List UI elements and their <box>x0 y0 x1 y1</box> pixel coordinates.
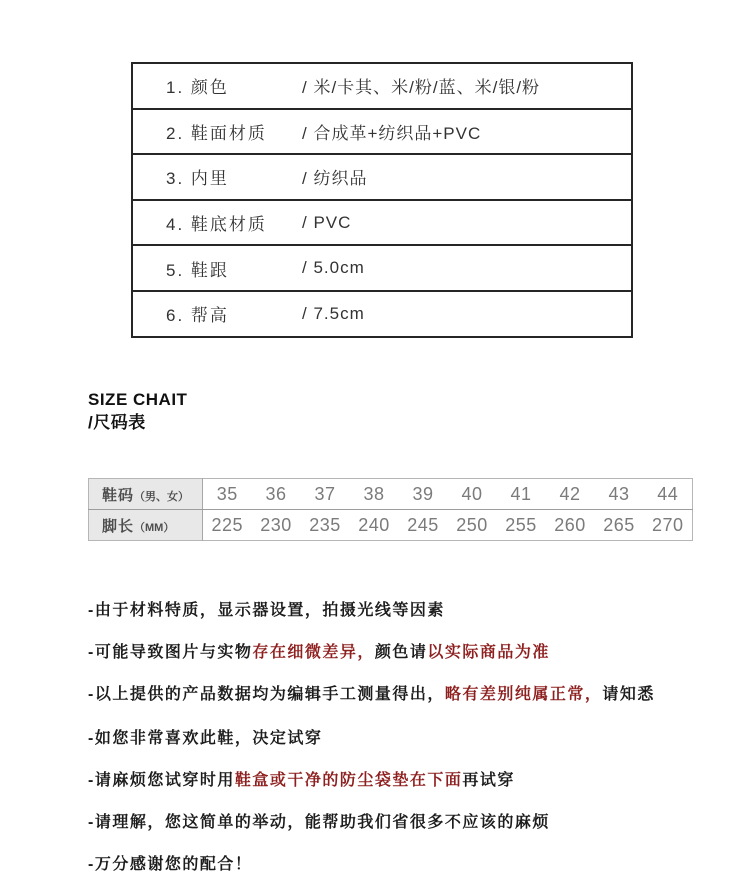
note-line <box>88 725 698 748</box>
size-cell: 42 <box>546 479 595 510</box>
note-group <box>88 597 698 704</box>
size-chart-row-lengths <box>89 510 693 541</box>
spec-label: 4. 鞋底材质 <box>166 215 267 235</box>
size-chart-table <box>88 478 693 541</box>
size-chart-header-lengths-sub: （MM） <box>134 521 175 534</box>
size-cell: 43 <box>595 479 644 510</box>
spec-row <box>131 290 633 338</box>
foot-length-cell: 235 <box>309 514 341 535</box>
size-chart-title-en: SIZE CHAIT <box>88 390 188 409</box>
size-chart-row-sizes <box>89 479 693 510</box>
note-highlight: 鞋盒或干净的防尘袋垫在下面 <box>234 772 463 789</box>
size-chart-title-cn: /尺码表 <box>88 413 146 432</box>
spec-value: / 米/卡其、米/粉/蓝、米/银/粉 <box>302 78 541 98</box>
spec-row <box>131 62 633 110</box>
note-text: -请理解，您这简单的举动，能帮助我们省很多不应该的麻烦 <box>88 814 550 831</box>
note-line <box>88 809 698 832</box>
size-cell: 38 <box>350 479 399 510</box>
foot-length-cell: 225 <box>211 514 244 535</box>
foot-length-cell: 270 <box>651 514 684 535</box>
note-line <box>88 767 698 790</box>
spec-value: / 纺织品 <box>302 169 368 189</box>
note-line <box>88 681 698 704</box>
note-text: -如您非常喜欢此鞋，决定试穿 <box>88 730 323 747</box>
spec-label: 6. 帮高 <box>166 306 229 326</box>
size-cell: 36 <box>252 479 301 510</box>
size-chart-header-lengths-main: 脚长 <box>102 517 135 535</box>
spec-label: 1. 颜色 <box>166 78 229 98</box>
foot-length-cell: 265 <box>603 514 635 535</box>
size-cell: 35 <box>203 479 252 510</box>
note-text: -万分感谢您的配合！ <box>88 856 253 873</box>
size-chart-header-sizes-main: 鞋码 <box>102 486 135 504</box>
foot-length-cell: 255 <box>505 514 537 535</box>
spec-value: / 合成革+纺织品+PVC <box>302 123 482 143</box>
size-chart-header-lengths <box>89 510 203 541</box>
note-text: 请知悉 <box>602 686 655 703</box>
size-chart-header-sizes <box>89 479 203 510</box>
size-chart-header-sizes-sub: （男、女） <box>134 490 190 503</box>
note-text: -由于材料特质，显示器设置，拍摄光线等因素 <box>88 602 445 619</box>
note-highlight: 存在细微差异， <box>252 644 375 661</box>
note-text: 颜色请 <box>374 644 428 661</box>
size-cell: 41 <box>497 479 546 510</box>
foot-length-cell: 260 <box>554 514 586 535</box>
notes <box>88 597 698 886</box>
size-cell: 39 <box>399 479 448 510</box>
note-text: 再试穿 <box>462 772 515 789</box>
note-highlight: 以实际商品为准 <box>427 644 550 661</box>
note-line <box>88 639 698 662</box>
note-text: -以上提供的产品数据均为编辑手工测量得出， <box>88 686 445 703</box>
note-text: -请麻烦您试穿时用 <box>88 772 235 789</box>
spec-row <box>131 153 633 201</box>
size-chart-heading <box>88 388 187 434</box>
size-cell: 40 <box>448 479 497 510</box>
note-line <box>88 597 698 620</box>
size-cell: 37 <box>301 479 350 510</box>
note-highlight: 略有差别纯属正常， <box>444 686 603 703</box>
foot-length-cell: 240 <box>358 514 390 535</box>
spec-row <box>131 199 633 247</box>
foot-length-cell: 250 <box>456 514 488 535</box>
spec-table <box>131 62 633 336</box>
note-line <box>88 851 698 874</box>
spec-value: / 7.5cm <box>302 303 365 323</box>
spec-label: 2. 鞋面材质 <box>166 123 267 143</box>
spec-row <box>131 108 633 156</box>
spec-row <box>131 244 633 292</box>
spec-label: 5. 鞋跟 <box>166 260 229 280</box>
size-cell: 44 <box>644 479 693 510</box>
foot-length-cell: 230 <box>260 514 292 535</box>
spec-label: 3. 内里 <box>166 169 229 189</box>
foot-length-cell: 245 <box>407 514 439 535</box>
note-group <box>88 725 698 874</box>
note-text: -可能导致图片与实物 <box>88 644 253 661</box>
spec-value: / 5.0cm <box>302 258 365 278</box>
spec-value: / PVC <box>302 212 352 232</box>
